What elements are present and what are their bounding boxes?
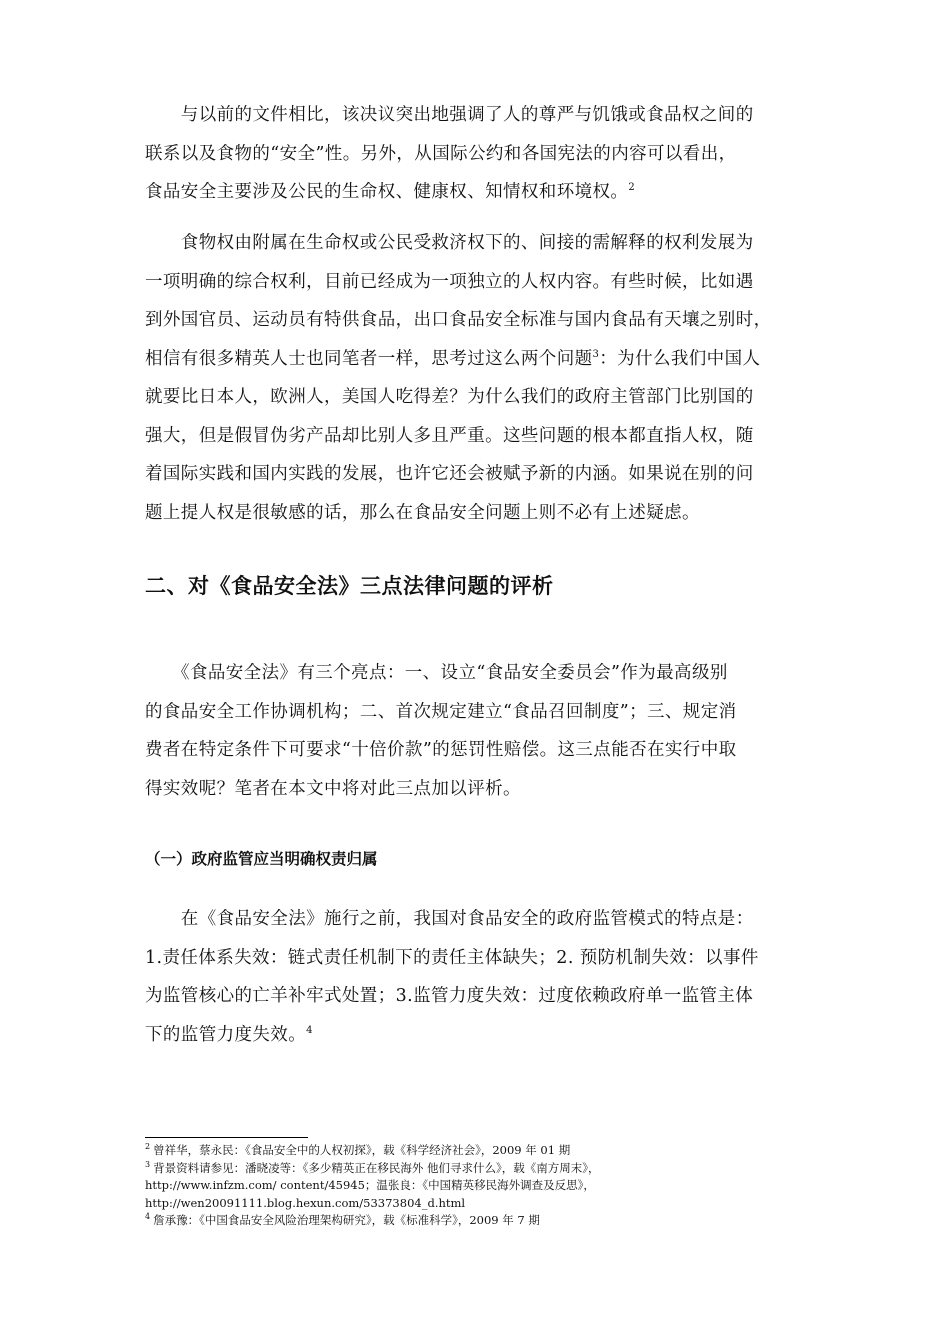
text-line: 在《食品安全法》施行之前，我国对食品安全的政府监管模式的特点是： <box>145 909 754 929</box>
text-line: 与以前的文件相比，该决议突出地强调了人的尊严与饥饿或食品权之间的 <box>145 105 754 125</box>
footnote-3 <box>145 1160 825 1178</box>
paragraph-food-rights-development <box>145 224 805 532</box>
text-line: 联系以及食物的“安全”性。另外，从国际公约和各国宪法的内容可以看出， <box>145 143 737 164</box>
text-line: 相信有很多精英人士也同笔者一样，思考过这么两个问题 <box>145 348 593 369</box>
footnote-4 <box>145 1212 825 1230</box>
footnote-text[interactable]: http://www.infzm.com/ content/45945；温张良：《中国精英移民海外调查及反思》， <box>145 1178 595 1192</box>
footnotes <box>145 1142 825 1230</box>
footnote-3-link-1 <box>145 1177 825 1195</box>
footnote-text: 詹承豫：《中国食品安全风险治理架构研究》，载《标准科学》，2009 年 7 期 <box>153 1213 540 1227</box>
text-line: 食物权由附属在生命权或公民受救济权下的、间接的需解释的权利发展为 <box>145 233 754 253</box>
text-line: 得实效呢？笔者在本文中将对此三点加以评析。 <box>145 778 521 799</box>
footnote-text[interactable]: http://wen20091111.blog.hexun.com/53373804_d.html <box>145 1195 466 1210</box>
paragraph-three-highlights <box>145 654 805 808</box>
footnote-ref-3[interactable]: 3 <box>592 348 600 360</box>
text-line: 为监管核心的亡羊补牢式处置；3.监管力度失效：过度依赖政府单一监管主体 <box>145 986 754 1006</box>
text-line: 就要比日本人，欧洲人，美国人吃得差？为什么我们的政府主管部门比别国的 <box>145 387 754 407</box>
text-line: 着国际实践和国内实践的发展，也许它还会被赋予新的内涵。如果说在别的问 <box>145 464 754 484</box>
footnote-number: 2 <box>145 1142 151 1152</box>
footnote-text: 曾祥华，蔡永民：《食品安全中的人权初探》，载《科学经济社会》，2009 年 01 期 <box>153 1143 571 1157</box>
footnote-2 <box>145 1142 825 1160</box>
text-line: 1.责任体系失效：链式责任机制下的责任主体缺失；2. 预防机制失效：以事件 <box>145 947 759 968</box>
text-line: ：为什么我们中国人 <box>599 348 761 369</box>
text-line: 食品安全主要涉及公民的生命权、健康权、知情权和环境权。 <box>145 182 629 202</box>
footnote-3-link-2 <box>145 1195 825 1213</box>
paragraph-food-rights-resolution <box>145 96 805 212</box>
footnote-ref-4[interactable]: 4 <box>306 1024 313 1036</box>
text-line: 题上提人权是很敏感的话，那么在食品安全问题上则不必有上述疑虑。 <box>145 502 700 523</box>
paragraph-supervision-model <box>145 900 805 1054</box>
text-line: 下的监管力度失效。 <box>145 1024 307 1045</box>
text-line: 强大，但是假冒伪劣产品却比别人多且严重。这些问题的根本都直指人权，随 <box>145 425 754 446</box>
text-line: 一项明确的综合权利，目前已经成为一项独立的人权内容。有些时候，比如遇 <box>145 271 754 292</box>
section-heading: 二、对《食品安全法》三点法律问题的评析 <box>145 574 554 598</box>
subsection-heading: （一）政府监管应当明确权责归属 <box>145 850 378 868</box>
footnote-number: 4 <box>145 1212 151 1222</box>
footnote-ref-2[interactable]: 2 <box>628 182 636 194</box>
footnote-separator <box>145 1137 308 1138</box>
text-line: 《食品安全法》有三个亮点：一、设立“食品安全委员会”作为最高级别 <box>145 663 728 683</box>
footnote-number: 3 <box>145 1159 151 1169</box>
footnote-text: 背景资料请参见：潘晓凌等：《多少精英正在移民海外 他们寻求什么》，载《南方周末》， <box>153 1160 600 1175</box>
text-line: 的食品安全工作协调机构；二、首次规定建立“食品召回制度”；三、规定消 <box>145 701 737 722</box>
text-line: 到外国官员、运动员有特供食品，出口食品安全标准与国内食品有天壤之别时， <box>145 310 772 330</box>
text-line: 费者在特定条件下可要求“十倍价款”的惩罚性赔偿。这三点能否在实行中取 <box>145 740 737 760</box>
